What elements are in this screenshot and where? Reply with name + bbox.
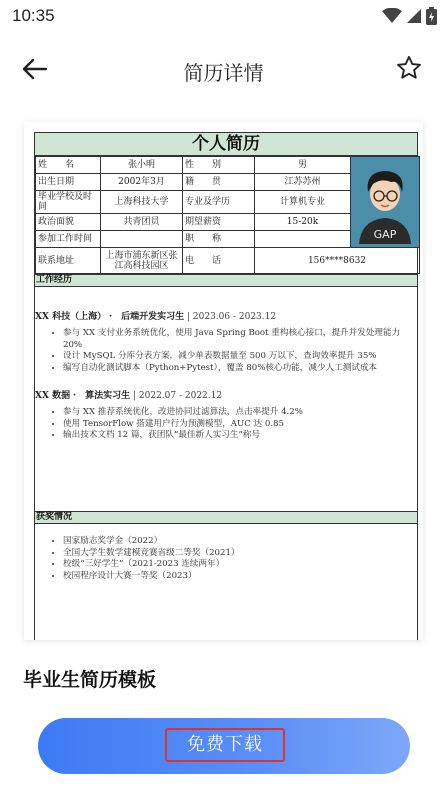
job-role: · 后端开发实习生 — [108, 312, 185, 322]
info-row — [36, 157, 420, 174]
list-item: • 参与 XX 支付业务系统优化，使用 Java Spring Boot 重构核心接口，提升并发处理能力 20% — [63, 328, 417, 351]
info-value: 上海科技大学 — [101, 191, 183, 214]
resume-title: 个人简历 — [35, 132, 417, 156]
list-item: • 输出技术文档 12 篇，获团队“最佳新人实习生”称号 — [63, 430, 417, 442]
info-label: 出生日期 — [36, 174, 101, 191]
favorite-button[interactable] — [395, 54, 423, 82]
job-header — [35, 388, 417, 401]
job-bullets — [35, 328, 417, 374]
info-value: 共青团员 — [101, 214, 183, 231]
info-value: 15-20k — [255, 214, 351, 231]
info-label: 联系地址 — [36, 248, 101, 274]
info-label: 专业及学历 — [183, 191, 255, 214]
avatar — [351, 157, 420, 248]
info-value: 江苏苏州 — [255, 174, 351, 191]
job-role: · 算法实习生 — [72, 391, 131, 401]
info-label: 期望薪资 — [183, 214, 255, 231]
avatar-illustration — [351, 158, 419, 244]
template-name: 毕业生简历模板 — [23, 669, 157, 691]
wifi-icon — [382, 8, 402, 24]
work-section-title: 工作经历 — [35, 274, 417, 287]
work-section — [35, 287, 417, 511]
star-outline-icon — [395, 54, 423, 82]
job-company: XX 科技（上海） — [35, 312, 107, 322]
resume-preview[interactable] — [24, 122, 423, 640]
download-label-highlight — [165, 728, 285, 762]
list-item: • 国家励志奖学金（2022） — [63, 536, 417, 548]
list-item: • 校级“三好学生”（2021-2023 连续两年） — [63, 559, 417, 571]
info-value: 2002年3月 — [101, 174, 183, 191]
job-company: XX 数据 — [35, 391, 71, 401]
avatar-text: GAP — [373, 227, 397, 241]
job-header — [35, 309, 417, 322]
download-label: 免费下载 — [187, 734, 263, 755]
list-item: • 校园程序设计大赛一等奖（2023） — [63, 571, 417, 583]
info-value: 计算机专业 — [255, 191, 351, 214]
job-bullets — [35, 407, 417, 442]
info-label: 姓 名 — [36, 157, 101, 174]
list-item: • 全国大学生数学建模竞赛省级二等奖（2021） — [63, 548, 417, 560]
list-item: • 使用 TensorFlow 搭建用户行为预测模型，AUC 达 0.85 — [63, 419, 417, 431]
signal-icon — [406, 8, 422, 24]
nav-bar — [0, 40, 447, 96]
status-bar — [0, 0, 447, 32]
info-value — [255, 231, 351, 248]
info-value — [101, 231, 183, 248]
list-item: • 参与 XX 推荐系统优化，改进协同过滤算法，点击率提升 4.2% — [63, 407, 417, 419]
info-value: 156****8632 — [255, 248, 420, 274]
job-date: | 2023.06 - 2023.12 — [187, 312, 277, 322]
status-time: 10:35 — [12, 6, 55, 25]
info-label: 籍 贯 — [183, 174, 255, 191]
info-label: 职 称 — [183, 231, 255, 248]
job-date: | 2022.07 - 2022.12 — [133, 391, 223, 401]
award-list — [35, 536, 417, 582]
info-label: 电 话 — [183, 248, 255, 274]
award-section-title: 获奖情况 — [35, 511, 417, 524]
resume-document — [34, 132, 418, 640]
free-download-button[interactable] — [38, 718, 410, 774]
award-section — [35, 524, 417, 582]
info-value: 张小明 — [101, 157, 183, 174]
resume-info-table — [35, 156, 420, 274]
info-label: 政治面貌 — [36, 214, 101, 231]
page-title: 简历详情 — [183, 61, 264, 85]
info-value: 男 — [255, 157, 351, 174]
info-label: 毕业学校及时间 — [36, 191, 101, 214]
list-item: • 设计 MySQL 分库分表方案，减少单表数据量至 500 万以下，查询效率提升 35% — [63, 351, 417, 363]
info-row — [36, 248, 420, 274]
info-value: 上海市浦东新区张江高科技园区 — [101, 248, 183, 274]
status-icons — [382, 7, 437, 25]
list-item: • 编写自动化测试脚本（Python+Pytest），覆盖 80%核心功能，减少人工测试成本 — [63, 363, 417, 375]
info-label: 参加工作时间 — [36, 231, 101, 248]
info-label: 性 别 — [183, 157, 255, 174]
battery-icon — [426, 7, 437, 25]
